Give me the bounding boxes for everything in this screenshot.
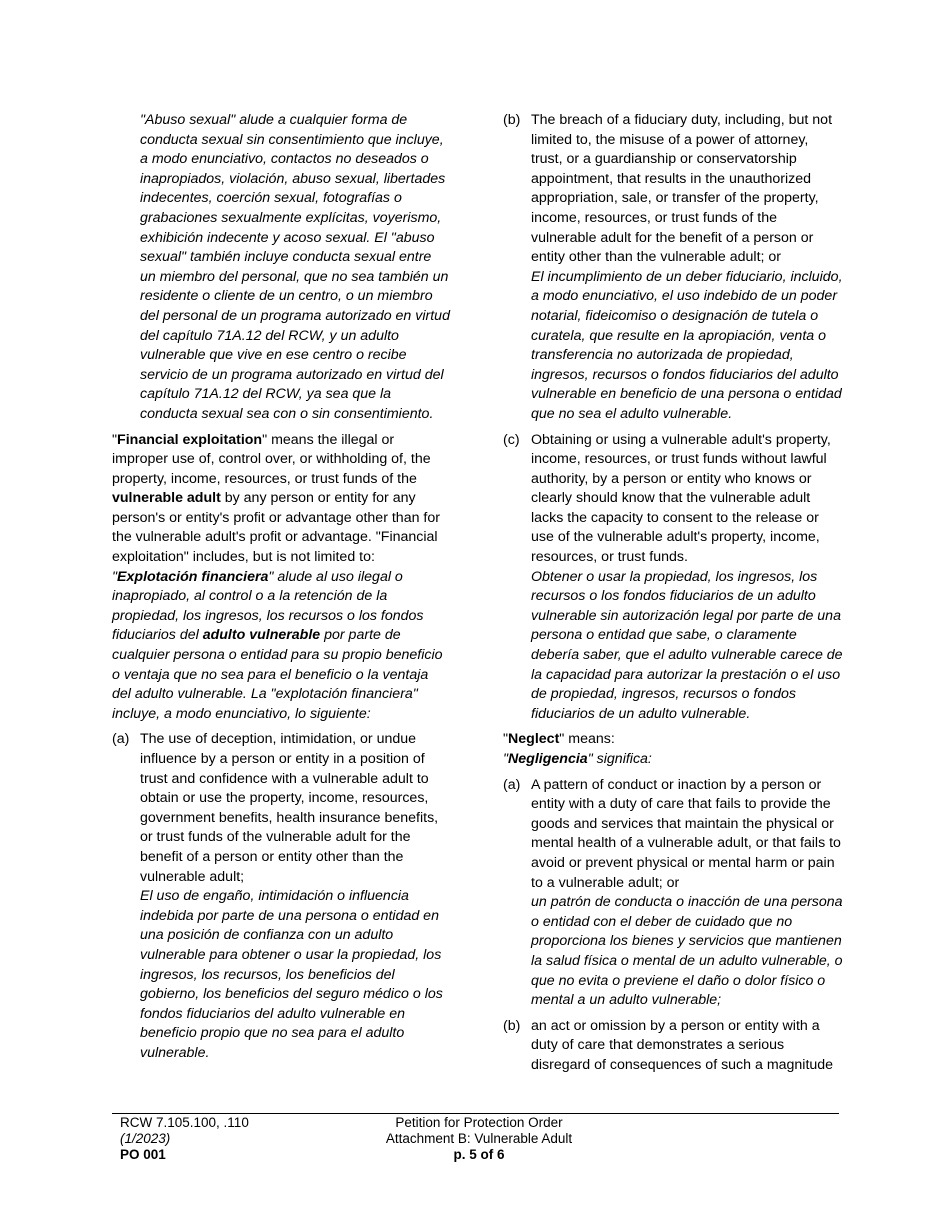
neglect-definition-en: "Neglect" means:: [503, 731, 615, 748]
item-text-es: un patrón de conducta o inacción de una persona o entidad con el deber de cuidado que no proporciona los bienes y servicios que mantienen la salud física o mental de un adulto vulnerable, o que no evita o previene el daño o dolor físico o mental a un adulto vulnerable;: [531, 894, 843, 1009]
financial-exploitation-term-es: Explotación financiera: [117, 568, 269, 585]
list-marker: (b): [503, 1017, 521, 1034]
footer-divider: [112, 1113, 839, 1114]
neglect-term: Neglect: [508, 731, 560, 748]
footer-date: (1/2023): [120, 1131, 171, 1146]
list-item: [503, 776, 843, 1011]
footer-center: [340, 1115, 618, 1163]
right-column: [503, 111, 843, 1082]
item-text-en: The breach of a fiduciary duty, including, but not limited to, the misuse of a power of attorney, trust, or a guardianship or conservatorship appointment, that results in the unauthorized appropriation, sale, or transfer of the property, income, resources, or trust funds of the vulnerable adult for the benefit of a person or entity other than the vulnerable adult; or: [531, 112, 833, 266]
item-text-es: El incumplimiento de un deber fiduciario, incluido, a modo enunciativo, el uso indebido de un poder notarial, fideicomiso o designación de tutela o curatela, que resulte en la apropiación, venta o transferencia no autorizada de propiedad, ingresos, recursos o fondos fiduciarios del adulto vulnerable en beneficio de una persona o entidad que no sea el adulto vulnerable.: [531, 268, 843, 422]
item-text-es: El uso de engaño, intimidación o influencia indebida por parte de una persona o entidad en una posición de confianza con un adulto vulnerable para obtener o usar la propiedad, los ingresos, los recursos, los beneficios del gobierno, los beneficios del seguro médico o los fondos fiduciarios del adulto vulnerable en beneficio propio que no sea para el adulto vulnerable.: [140, 888, 443, 1061]
footer-page-number: p. 5 of 6: [453, 1147, 505, 1162]
financial-exploitation-definition-es: "Explotación financiera" alude al uso ilegal o inapropiado, al control o a la retención de la propiedad, los ingresos, los recursos o los fondos fiduciarios del adulto vulnerable por parte de cualquier persona o entidad para su propio beneficio o ventaja que no sea para el beneficio o la ventaja del adulto vulnerable. La "explotación financiera" incluye, a modo enunciativo, lo siguiente:: [112, 568, 443, 722]
footer-attachment: Attachment B: Vulnerable Adult: [385, 1131, 573, 1146]
financial-exploitation-definition-en: "Financial exploitation" means the illegal or improper use of, control over, or withholding of, the property, income, resources, or trust funds of the vulnerable adult by any person or entity for any person's or entity's profit or advantage other than for the vulnerable adult's profit or advantage. "Financial exploitation" includes, but is not limited to:: [112, 431, 440, 566]
footer-form-number: PO 001: [120, 1147, 166, 1162]
list-marker: (c): [503, 431, 520, 448]
footer-left: [120, 1115, 249, 1163]
item-text-es: Obtener o usar la propiedad, los ingresos, los recursos o los fondos fiduciarios de un adulto vulnerable sin autorización legal por parte de una persona o entidad que sabe, o claramente debería saber, que el adulto vulnerable carece de la capacidad para autorizar la prestación o el uso de propiedad, ingresos, recursos o fondos fiduciarios de un adulto vulnerable.: [531, 568, 843, 722]
item-text-en: A pattern of conduct or inaction by a person or entity with a duty of care that fails to provide the goods and services that maintain the physical or mental health of a vulnerable adult, or that fails to avoid or prevent physical or mental harm or pain to a vulnerable adult; or: [531, 776, 841, 891]
neglect-definition-es: "Negligencia" significa:: [503, 751, 652, 767]
list-item: [112, 730, 450, 1063]
item-text-en: Obtaining or using a vulnerable adult's property, income, resources, or trust funds without lawful authority, by a person or entity who knows or clearly should know that the vulnerable adult lacks the capacity to consent to the release or use of the vulnerable adult's property, income, resources, or trust funds.: [531, 431, 831, 566]
left-column: [112, 111, 450, 1070]
neglect-term-es: Negligencia: [508, 751, 588, 767]
list-marker: (b): [503, 112, 521, 128]
list-item: [503, 1017, 843, 1076]
list-marker: (a): [503, 776, 521, 793]
item-text-en: The use of deception, intimidation, or undue influence by a person or entity in a position of trust and confidence with a vulnerable adult to obtain or use the property, income, resources, government benefits, health insurance benefits, or trust funds of the vulnerable adult for the benefit of a person or entity other than the vulnerable adult;: [140, 731, 439, 885]
item-text-en: an act or omission by a person or entity with a duty of care that demonstrates a serious disregard of consequences of such a magnitude: [531, 1017, 834, 1073]
list-item: [503, 431, 843, 725]
footer-rcw: RCW 7.105.100, .110: [120, 1115, 249, 1130]
list-marker: (a): [112, 731, 130, 748]
list-item: [503, 111, 843, 425]
financial-exploitation-term: Financial exploitation: [117, 431, 263, 448]
footer-title: Petition for Protection Order: [395, 1115, 563, 1130]
sexual-abuse-definition-es: "Abuso sexual" alude a cualquier forma de conducta sexual sin consentimiento que incluye, a modo enunciativo, contactos no deseados o inapropiados, violación, abuso sexual, libertades indecentes, coerción sexual, fotografías o grabaciones sexualmente explícitas, voyerismo, exhibición indecente y acoso sexual. El "abuso sexual" también incluye conducta sexual entre un miembro del personal, que no sea también un residente o cliente de un centro, o un miembro del personal de un programa autorizado en virtud del capítulo 71A.12 del RCW, y un adulto vulnerable que vive en ese centro o recibe servicio de un programa autorizado en virtud del capítulo 71A.12 del RCW, ya sea que la conducta sexual sea con o sin consentimiento.: [140, 112, 450, 422]
